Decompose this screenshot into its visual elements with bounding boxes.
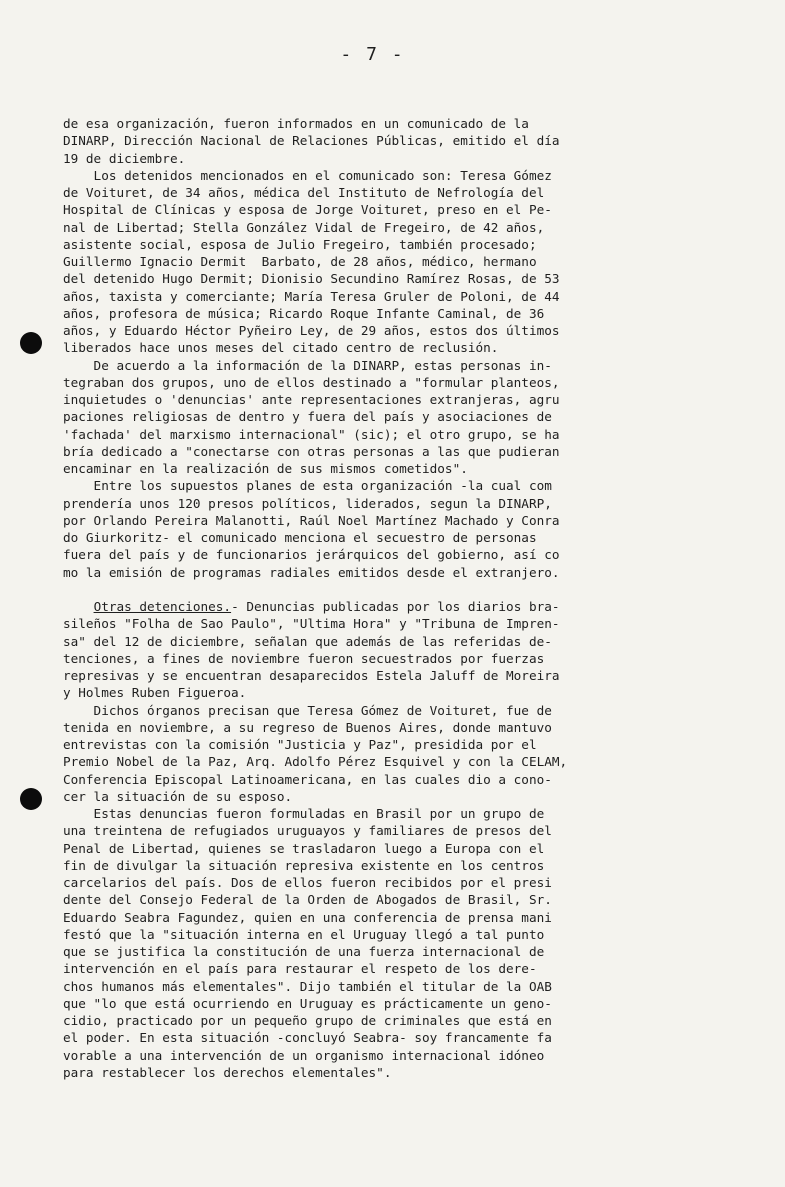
text-line: bría dedicado a "conectarse con otras personas a las que pudieran bbox=[63, 443, 560, 459]
text-line: Estas denuncias fueron formuladas en Brasil por un grupo de bbox=[63, 806, 545, 821]
text-line: años, taxista y comerciante; María Teresa Gruler de Poloni, de 44 bbox=[63, 288, 560, 304]
text-line: años, profesora de música; Ricardo Roque Infante Caminal, de 36 bbox=[63, 305, 545, 321]
section-heading-rest: - Denuncias publicadas por los diarios bra- bbox=[231, 599, 560, 614]
text-line bbox=[63, 598, 729, 615]
text-line: que "lo que está ocurriendo en Uruguay es prácticamente un geno- bbox=[63, 995, 552, 1011]
text-line: vorable a una intervención de un organismo internacional idóneo bbox=[63, 1047, 545, 1063]
text-line: y Holmes Ruben Figueroa. bbox=[63, 685, 247, 701]
text-line: encaminar en la realización de sus mismos cometidos". bbox=[63, 461, 468, 476]
text-line: el poder. En esta situación -concluyó Seabra- soy francamente fa bbox=[63, 1030, 552, 1046]
text-line: Los detenidos mencionados en el comunicado son: Teresa Gómez bbox=[63, 167, 552, 183]
text-line: 'fachada' del marxismo internacional" (sic); el otro grupo, se ha bbox=[63, 426, 560, 442]
document-body bbox=[63, 115, 729, 1081]
text-line: 19 de diciembre. bbox=[63, 150, 186, 166]
text-line: para restablecer los derechos elementales". bbox=[63, 1064, 392, 1080]
text-line: paciones religiosas de dentro y fuera del país y asociaciones de bbox=[63, 409, 552, 425]
text-line: DINARP, Dirección Nacional de Relaciones Públicas, emitido el día bbox=[63, 133, 560, 149]
text-line: tenciones, a fines de noviembre fueron secuestrados por fuerzas bbox=[63, 650, 545, 666]
text-line: cidio, practicado por un pequeño grupo de criminales que está en bbox=[63, 1013, 552, 1028]
text-line: do Giurkoritz- el comunicado menciona el secuestro de personas bbox=[63, 530, 537, 545]
punch-hole-upper bbox=[20, 332, 42, 354]
text-line: carcelarios del país. Dos de ellos fueron recibidos por el presi bbox=[63, 875, 552, 890]
text-line: años, y Eduardo Héctor Pyñeiro Ley, de 29 años, estos dos últimos bbox=[63, 323, 560, 338]
text-line: dente del Consejo Federal de la Orden de Abogados de Brasil, Sr. bbox=[63, 892, 552, 908]
text-line: que se justifica la constitución de una fuerza internacional de bbox=[63, 944, 545, 959]
text-line: represivas y se encuentran desaparecidos Estela Jaluff de Moreira bbox=[63, 668, 560, 683]
text-line: liberados hace unos meses del citado centro de reclusión. bbox=[63, 340, 499, 356]
text-line: sileños "Folha de Sao Paulo", "Ultima Hora" y "Tribuna de Impren- bbox=[63, 616, 560, 632]
text-line: nal de Libertad; Stella González Vidal de Fregeiro, de 42 años, bbox=[63, 219, 545, 235]
text-line: Premio Nobel de la Paz, Arq. Adolfo Pérez Esquivel y con la CELAM, bbox=[63, 754, 568, 770]
text-line: De acuerdo a la información de la DINARP, estas personas in- bbox=[63, 357, 552, 373]
text-line: sa" del 12 de diciembre, señalan que además de las referidas de- bbox=[63, 633, 552, 649]
text-line: fuera del país y de funcionarios jerárquicos del gobierno, así co bbox=[63, 547, 560, 563]
punch-hole-lower bbox=[20, 788, 42, 810]
text-line: entrevistas con la comisión "Justicia y Paz", presidida por el bbox=[63, 737, 537, 752]
text-line: inquietudes o 'denuncias' ante representaciones extranjeras, agru bbox=[63, 392, 560, 407]
text-line: Eduardo Seabra Fagundez, quien en una conferencia de prensa mani bbox=[63, 909, 552, 925]
text-line: mo la emisión de programas radiales emitidos desde el extranjero. bbox=[63, 564, 560, 580]
text-line: cer la situación de su esposo. bbox=[63, 788, 293, 804]
text-line: fin de divulgar la situación represiva existente en los centros bbox=[63, 857, 545, 873]
text-line: del detenido Hugo Dermit; Dionisio Secundino Ramírez Rosas, de 53 bbox=[63, 271, 560, 287]
text-line: chos humanos más elementales". Dijo también el titular de la OAB bbox=[63, 978, 552, 994]
text-line: de esa organización, fueron informados en un comunicado de la bbox=[63, 116, 529, 131]
text-line: asistente social, esposa de Julio Fregeiro, también procesado; bbox=[63, 236, 537, 252]
text-line bbox=[63, 581, 729, 598]
text-line: prendería unos 120 presos políticos, liderados, segun la DINARP, bbox=[63, 495, 552, 511]
text-line: una treintena de refugiados uruguayos y familiares de presos del bbox=[63, 823, 552, 839]
text-line: intervención en el país para restaurar el respeto de los dere- bbox=[63, 961, 537, 977]
text-line: tenida en noviembre, a su regreso de Buenos Aires, donde mantuvo bbox=[63, 719, 552, 735]
text-line: Hospital de Clínicas y esposa de Jorge Voituret, preso en el Pe- bbox=[63, 202, 552, 218]
text-line: Penal de Libertad, quienes se trasladaron luego a Europa con el bbox=[63, 840, 545, 856]
section-heading: Otras detenciones. bbox=[93, 599, 232, 614]
text-line: tegraban dos grupos, uno de ellos destinado a "formular planteos, bbox=[63, 374, 560, 390]
text-line: Entre los supuestos planes de esta organización -la cual com bbox=[63, 478, 552, 494]
page-number: - 7 - bbox=[340, 44, 405, 65]
text-line: festó que la "situación interna en el Uruguay llegó a tal punto bbox=[63, 926, 545, 942]
text-line: Guillermo Ignacio Dermit Barbato, de 28 años, médico, hermano bbox=[63, 254, 537, 269]
text-line: Conferencia Episcopal Latinoamericana, en las cuales dio a cono- bbox=[63, 771, 552, 787]
text-line: Dichos órganos precisan que Teresa Gómez de Voituret, fue de bbox=[63, 702, 552, 718]
text-line: de Voituret, de 34 años, médica del Instituto de Nefrología del bbox=[63, 185, 545, 200]
text-line: por Orlando Pereira Malanotti, Raúl Noel Martínez Machado y Conra bbox=[63, 512, 560, 528]
